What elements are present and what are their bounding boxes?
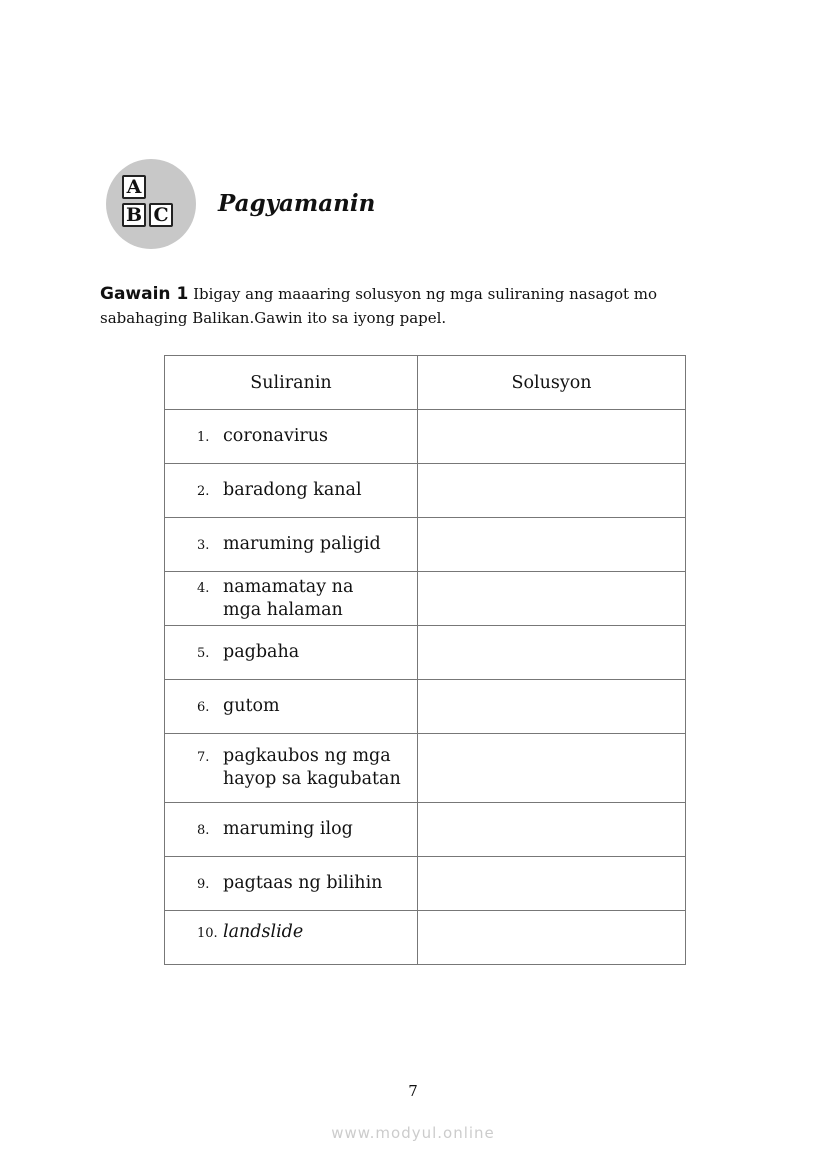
problem-cell (165, 518, 418, 572)
problem-text: gutom (223, 695, 280, 716)
activity-instruction (100, 282, 720, 330)
table-row (165, 572, 686, 626)
item-number: 6. (197, 699, 210, 715)
problem-text: pagkaubos ng mga hayop sa kagubatan (223, 746, 401, 789)
table-row (165, 803, 686, 857)
solution-cell[interactable] (418, 680, 686, 734)
item-number: 9. (197, 876, 210, 892)
table-row (165, 626, 686, 680)
problem-text: maruming ilog (223, 818, 353, 839)
solution-cell[interactable] (418, 857, 686, 911)
item-number: 8. (197, 822, 210, 838)
problem-cell (165, 626, 418, 680)
solution-cell[interactable] (418, 410, 686, 464)
activity-label: Gawain 1 (100, 284, 189, 304)
table-row (165, 518, 686, 572)
block-b: B (122, 203, 146, 227)
problem-text: coronavirus (223, 425, 329, 446)
solution-cell[interactable] (418, 572, 686, 626)
problem-text: maruming paligid (223, 533, 381, 554)
table-row (165, 857, 686, 911)
watermark: www.modyul.online (331, 1124, 495, 1142)
problems-table (164, 355, 686, 965)
item-number: 10. (197, 925, 218, 941)
table-row (165, 680, 686, 734)
item-number: 2. (197, 483, 210, 499)
problem-cell (165, 464, 418, 518)
solution-cell[interactable] (418, 734, 686, 803)
problem-text: pagbaha (223, 641, 300, 662)
problem-cell (165, 572, 418, 626)
table-header (165, 356, 686, 410)
item-number: 3. (197, 537, 210, 553)
problem-cell (165, 734, 418, 803)
item-number: 1. (197, 429, 210, 445)
problem-text: baradong kanal (223, 479, 362, 500)
solution-cell[interactable] (418, 626, 686, 680)
problem-cell (165, 857, 418, 911)
abc-blocks-icon (106, 159, 196, 249)
problem-text: pagtaas ng bilihin (223, 872, 383, 893)
problem-cell (165, 803, 418, 857)
item-number: 4. (197, 580, 210, 596)
problem-cell (165, 410, 418, 464)
solution-cell[interactable] (418, 518, 686, 572)
item-number: 7. (197, 750, 210, 765)
problem-text: landslide (223, 921, 304, 942)
header-solusyon: Solusyon (418, 356, 686, 410)
page-number: 7 (408, 1082, 418, 1100)
solution-cell[interactable] (418, 911, 686, 965)
block-a: A (122, 175, 146, 199)
problem-cell (165, 911, 418, 965)
table-row (165, 911, 686, 965)
solution-cell[interactable] (418, 464, 686, 518)
block-c: C (149, 203, 173, 227)
solution-cell[interactable] (418, 803, 686, 857)
table-row (165, 410, 686, 464)
item-number: 5. (197, 645, 210, 661)
problem-text: namamatay na mga halaman (223, 576, 354, 620)
instruction-text: Ibigay ang maaaring solusyon ng mga suliraning nasagot mo sabahaging Balikan.Gawin ito sa iyong papel. (100, 285, 658, 327)
table-row (165, 734, 686, 803)
problem-cell (165, 680, 418, 734)
header-suliranin: Suliranin (165, 356, 418, 410)
section-title: Pagyamanin (218, 190, 376, 217)
table-row (165, 464, 686, 518)
